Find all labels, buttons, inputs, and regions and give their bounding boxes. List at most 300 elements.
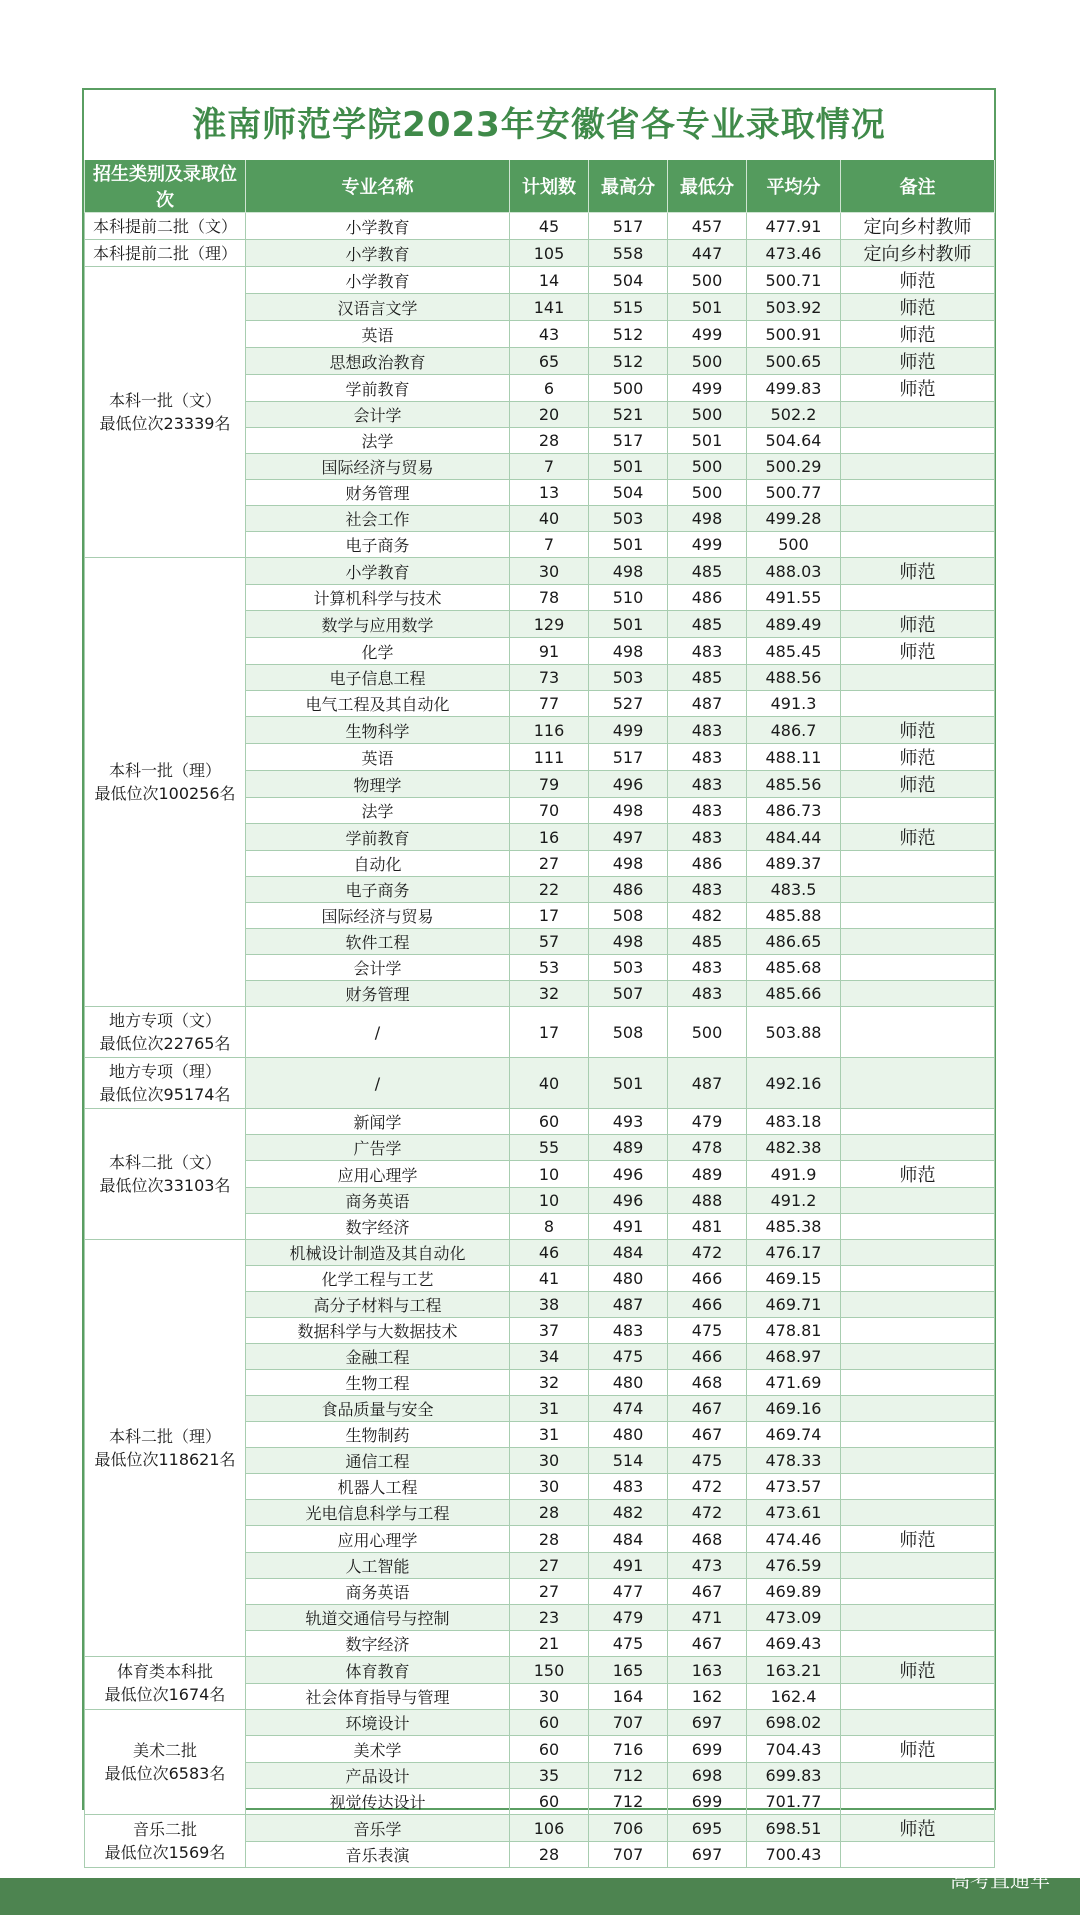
avg-cell: 476.17 bbox=[747, 1240, 841, 1266]
min-cell: 483 bbox=[668, 717, 747, 744]
admission-table-card bbox=[82, 88, 996, 1865]
category-rank: 最低位次6583名 bbox=[104, 1764, 226, 1783]
table-row bbox=[85, 267, 995, 294]
major-cell: 产品设计 bbox=[246, 1763, 510, 1789]
note-cell bbox=[841, 1109, 995, 1135]
major-cell: 光电信息科学与工程 bbox=[246, 1500, 510, 1526]
plan-cell: 28 bbox=[510, 1526, 589, 1553]
min-cell: 483 bbox=[668, 877, 747, 903]
min-cell: 697 bbox=[668, 1842, 747, 1868]
note-cell bbox=[841, 1500, 995, 1526]
min-cell: 478 bbox=[668, 1135, 747, 1161]
min-cell: 162 bbox=[668, 1684, 747, 1710]
min-cell: 487 bbox=[668, 1058, 747, 1109]
major-cell: 小学教育 bbox=[246, 267, 510, 294]
plan-cell: 23 bbox=[510, 1605, 589, 1631]
min-cell: 466 bbox=[668, 1292, 747, 1318]
avg-cell: 476.59 bbox=[747, 1553, 841, 1579]
max-cell: 558 bbox=[589, 240, 668, 267]
min-cell: 485 bbox=[668, 665, 747, 691]
avg-cell: 492.16 bbox=[747, 1058, 841, 1109]
max-cell: 483 bbox=[589, 1474, 668, 1500]
avg-cell: 474.46 bbox=[747, 1526, 841, 1553]
avg-cell: 500.65 bbox=[747, 348, 841, 375]
note-cell bbox=[841, 1553, 995, 1579]
min-cell: 486 bbox=[668, 851, 747, 877]
max-cell: 477 bbox=[589, 1579, 668, 1605]
major-cell: 软件工程 bbox=[246, 929, 510, 955]
major-cell: 商务英语 bbox=[246, 1188, 510, 1214]
note-cell bbox=[841, 1631, 995, 1657]
major-cell: 应用心理学 bbox=[246, 1161, 510, 1188]
min-cell: 699 bbox=[668, 1789, 747, 1815]
max-cell: 484 bbox=[589, 1526, 668, 1553]
min-cell: 447 bbox=[668, 240, 747, 267]
avg-cell: 473.61 bbox=[747, 1500, 841, 1526]
min-cell: 467 bbox=[668, 1631, 747, 1657]
min-cell: 472 bbox=[668, 1500, 747, 1526]
note-cell bbox=[841, 480, 995, 506]
min-cell: 500 bbox=[668, 348, 747, 375]
page-title: 淮南师范学院2023年安徽省各专业录取情况 bbox=[192, 105, 886, 145]
avg-cell: 491.3 bbox=[747, 691, 841, 717]
note-cell: 师范 bbox=[841, 717, 995, 744]
min-cell: 481 bbox=[668, 1214, 747, 1240]
plan-cell: 28 bbox=[510, 1500, 589, 1526]
major-cell: 人工智能 bbox=[246, 1553, 510, 1579]
table-header-row bbox=[85, 160, 995, 213]
max-cell: 527 bbox=[589, 691, 668, 717]
plan-cell: 111 bbox=[510, 744, 589, 771]
major-cell: 国际经济与贸易 bbox=[246, 454, 510, 480]
major-cell: 生物科学 bbox=[246, 717, 510, 744]
note-cell bbox=[841, 1058, 995, 1109]
note-cell bbox=[841, 1605, 995, 1631]
table-row bbox=[85, 1710, 995, 1736]
plan-cell: 129 bbox=[510, 611, 589, 638]
plan-cell: 17 bbox=[510, 903, 589, 929]
major-cell: 会计学 bbox=[246, 955, 510, 981]
plan-cell: 28 bbox=[510, 428, 589, 454]
plan-cell: 35 bbox=[510, 1763, 589, 1789]
avg-cell: 484.44 bbox=[747, 824, 841, 851]
min-cell: 472 bbox=[668, 1240, 747, 1266]
major-cell: 音乐学 bbox=[246, 1815, 510, 1842]
note-cell bbox=[841, 1344, 995, 1370]
major-cell: 音乐表演 bbox=[246, 1842, 510, 1868]
avg-cell: 502.2 bbox=[747, 402, 841, 428]
note-cell bbox=[841, 585, 995, 611]
max-cell: 706 bbox=[589, 1815, 668, 1842]
avg-cell: 488.03 bbox=[747, 558, 841, 585]
admission-table bbox=[84, 160, 995, 1868]
note-cell bbox=[841, 1684, 995, 1710]
major-cell: 电子商务 bbox=[246, 532, 510, 558]
avg-cell: 468.97 bbox=[747, 1344, 841, 1370]
plan-cell: 55 bbox=[510, 1135, 589, 1161]
major-cell: 广告学 bbox=[246, 1135, 510, 1161]
note-cell: 师范 bbox=[841, 638, 995, 665]
bottom-bar bbox=[0, 1878, 1080, 1915]
plan-cell: 30 bbox=[510, 1448, 589, 1474]
avg-cell: 698.51 bbox=[747, 1815, 841, 1842]
category-cell bbox=[85, 213, 246, 240]
plan-cell: 150 bbox=[510, 1657, 589, 1684]
max-cell: 486 bbox=[589, 877, 668, 903]
plan-cell: 41 bbox=[510, 1266, 589, 1292]
note-cell bbox=[841, 955, 995, 981]
max-cell: 508 bbox=[589, 903, 668, 929]
note-cell bbox=[841, 798, 995, 824]
avg-cell: 499.28 bbox=[747, 506, 841, 532]
avg-cell: 469.71 bbox=[747, 1292, 841, 1318]
header-avg: 平均分 bbox=[747, 160, 841, 213]
min-cell: 467 bbox=[668, 1579, 747, 1605]
plan-cell: 70 bbox=[510, 798, 589, 824]
plan-cell: 30 bbox=[510, 1474, 589, 1500]
table-row bbox=[85, 558, 995, 585]
major-cell: 通信工程 bbox=[246, 1448, 510, 1474]
min-cell: 457 bbox=[668, 213, 747, 240]
min-cell: 483 bbox=[668, 744, 747, 771]
min-cell: 499 bbox=[668, 375, 747, 402]
min-cell: 500 bbox=[668, 267, 747, 294]
avg-cell: 491.2 bbox=[747, 1188, 841, 1214]
max-cell: 517 bbox=[589, 744, 668, 771]
category-rank: 最低位次1569名 bbox=[104, 1843, 226, 1862]
note-cell bbox=[841, 665, 995, 691]
min-cell: 488 bbox=[668, 1188, 747, 1214]
plan-cell: 27 bbox=[510, 1579, 589, 1605]
avg-cell: 485.38 bbox=[747, 1214, 841, 1240]
category-cell bbox=[85, 1109, 246, 1240]
note-cell: 师范 bbox=[841, 294, 995, 321]
major-cell: 电子信息工程 bbox=[246, 665, 510, 691]
max-cell: 482 bbox=[589, 1500, 668, 1526]
plan-cell: 14 bbox=[510, 267, 589, 294]
major-cell: 机器人工程 bbox=[246, 1474, 510, 1500]
max-cell: 501 bbox=[589, 532, 668, 558]
max-cell: 487 bbox=[589, 1292, 668, 1318]
avg-cell: 485.56 bbox=[747, 771, 841, 798]
min-cell: 498 bbox=[668, 506, 747, 532]
max-cell: 493 bbox=[589, 1109, 668, 1135]
category-name: 本科二批（理） bbox=[108, 1427, 221, 1446]
min-cell: 466 bbox=[668, 1266, 747, 1292]
min-cell: 475 bbox=[668, 1318, 747, 1344]
note-cell: 师范 bbox=[841, 321, 995, 348]
min-cell: 487 bbox=[668, 691, 747, 717]
max-cell: 484 bbox=[589, 1240, 668, 1266]
note-cell bbox=[841, 1266, 995, 1292]
max-cell: 517 bbox=[589, 213, 668, 240]
max-cell: 712 bbox=[589, 1763, 668, 1789]
note-cell bbox=[841, 1789, 995, 1815]
plan-cell: 37 bbox=[510, 1318, 589, 1344]
plan-cell: 30 bbox=[510, 558, 589, 585]
avg-cell: 483.5 bbox=[747, 877, 841, 903]
plan-cell: 27 bbox=[510, 1553, 589, 1579]
category-cell bbox=[85, 1007, 246, 1058]
avg-cell: 488.11 bbox=[747, 744, 841, 771]
max-cell: 475 bbox=[589, 1631, 668, 1657]
major-cell: 法学 bbox=[246, 428, 510, 454]
category-name: 本科提前二批（理） bbox=[92, 243, 237, 263]
plan-cell: 13 bbox=[510, 480, 589, 506]
plan-cell: 31 bbox=[510, 1396, 589, 1422]
max-cell: 498 bbox=[589, 558, 668, 585]
major-cell: 数据科学与大数据技术 bbox=[246, 1318, 510, 1344]
avg-cell: 491.55 bbox=[747, 585, 841, 611]
plan-cell: 34 bbox=[510, 1344, 589, 1370]
avg-cell: 485.88 bbox=[747, 903, 841, 929]
note-cell bbox=[841, 929, 995, 955]
major-cell: 数字经济 bbox=[246, 1214, 510, 1240]
note-cell bbox=[841, 454, 995, 480]
max-cell: 515 bbox=[589, 294, 668, 321]
avg-cell: 504.64 bbox=[747, 428, 841, 454]
plan-cell: 38 bbox=[510, 1292, 589, 1318]
max-cell: 504 bbox=[589, 480, 668, 506]
plan-cell: 32 bbox=[510, 1370, 589, 1396]
note-cell bbox=[841, 1579, 995, 1605]
plan-cell: 22 bbox=[510, 877, 589, 903]
major-cell: 应用心理学 bbox=[246, 1526, 510, 1553]
major-cell: / bbox=[246, 1058, 510, 1109]
category-name: 本科一批（理） bbox=[108, 761, 221, 780]
note-cell bbox=[841, 1422, 995, 1448]
min-cell: 483 bbox=[668, 824, 747, 851]
note-cell bbox=[841, 1135, 995, 1161]
note-cell: 师范 bbox=[841, 348, 995, 375]
table-row bbox=[85, 213, 995, 240]
note-cell: 师范 bbox=[841, 824, 995, 851]
min-cell: 466 bbox=[668, 1344, 747, 1370]
note-cell bbox=[841, 506, 995, 532]
table-row bbox=[85, 1109, 995, 1135]
major-cell: 电气工程及其自动化 bbox=[246, 691, 510, 717]
max-cell: 496 bbox=[589, 1188, 668, 1214]
category-rank: 最低位次23339名 bbox=[99, 414, 231, 433]
header-category: 招生类别及录取位次 bbox=[85, 160, 246, 213]
major-cell: 思想政治教育 bbox=[246, 348, 510, 375]
category-rank: 最低位次100256名 bbox=[94, 784, 236, 803]
note-cell bbox=[841, 1240, 995, 1266]
max-cell: 164 bbox=[589, 1684, 668, 1710]
max-cell: 474 bbox=[589, 1396, 668, 1422]
category-cell bbox=[85, 1710, 246, 1815]
major-cell: 英语 bbox=[246, 321, 510, 348]
plan-cell: 57 bbox=[510, 929, 589, 955]
max-cell: 165 bbox=[589, 1657, 668, 1684]
min-cell: 479 bbox=[668, 1109, 747, 1135]
watermark: 高考直通车 bbox=[950, 1868, 1050, 1892]
min-cell: 489 bbox=[668, 1161, 747, 1188]
avg-cell: 473.57 bbox=[747, 1474, 841, 1500]
avg-cell: 699.83 bbox=[747, 1763, 841, 1789]
avg-cell: 500 bbox=[747, 532, 841, 558]
avg-cell: 473.09 bbox=[747, 1605, 841, 1631]
avg-cell: 478.81 bbox=[747, 1318, 841, 1344]
min-cell: 483 bbox=[668, 771, 747, 798]
major-cell: 数学与应用数学 bbox=[246, 611, 510, 638]
major-cell: 会计学 bbox=[246, 402, 510, 428]
min-cell: 500 bbox=[668, 402, 747, 428]
note-cell bbox=[841, 1007, 995, 1058]
max-cell: 507 bbox=[589, 981, 668, 1007]
min-cell: 468 bbox=[668, 1370, 747, 1396]
plan-cell: 21 bbox=[510, 1631, 589, 1657]
note-cell: 师范 bbox=[841, 267, 995, 294]
category-name: 本科二批（文） bbox=[108, 1153, 221, 1172]
major-cell: 生物制药 bbox=[246, 1422, 510, 1448]
plan-cell: 16 bbox=[510, 824, 589, 851]
avg-cell: 491.9 bbox=[747, 1161, 841, 1188]
min-cell: 698 bbox=[668, 1763, 747, 1789]
min-cell: 485 bbox=[668, 929, 747, 955]
category-cell bbox=[85, 267, 246, 558]
avg-cell: 163.21 bbox=[747, 1657, 841, 1684]
note-cell: 师范 bbox=[841, 611, 995, 638]
max-cell: 498 bbox=[589, 638, 668, 665]
category-rank: 最低位次1674名 bbox=[104, 1685, 226, 1704]
note-cell bbox=[841, 981, 995, 1007]
avg-cell: 469.89 bbox=[747, 1579, 841, 1605]
note-cell bbox=[841, 428, 995, 454]
note-cell bbox=[841, 1370, 995, 1396]
min-cell: 482 bbox=[668, 903, 747, 929]
major-cell: 环境设计 bbox=[246, 1710, 510, 1736]
max-cell: 501 bbox=[589, 611, 668, 638]
major-cell: 食品质量与安全 bbox=[246, 1396, 510, 1422]
min-cell: 467 bbox=[668, 1422, 747, 1448]
major-cell: 小学教育 bbox=[246, 213, 510, 240]
plan-cell: 31 bbox=[510, 1422, 589, 1448]
major-cell: 化学 bbox=[246, 638, 510, 665]
note-cell bbox=[841, 1292, 995, 1318]
header-max: 最高分 bbox=[589, 160, 668, 213]
category-cell bbox=[85, 240, 246, 267]
category-cell bbox=[85, 1058, 246, 1109]
note-cell: 师范 bbox=[841, 1526, 995, 1553]
avg-cell: 469.15 bbox=[747, 1266, 841, 1292]
table-row bbox=[85, 1657, 995, 1684]
plan-cell: 116 bbox=[510, 717, 589, 744]
avg-cell: 477.91 bbox=[747, 213, 841, 240]
max-cell: 501 bbox=[589, 1058, 668, 1109]
max-cell: 503 bbox=[589, 665, 668, 691]
plan-cell: 60 bbox=[510, 1710, 589, 1736]
note-cell bbox=[841, 903, 995, 929]
avg-cell: 500.91 bbox=[747, 321, 841, 348]
plan-cell: 105 bbox=[510, 240, 589, 267]
min-cell: 483 bbox=[668, 955, 747, 981]
max-cell: 491 bbox=[589, 1214, 668, 1240]
plan-cell: 79 bbox=[510, 771, 589, 798]
major-cell: / bbox=[246, 1007, 510, 1058]
max-cell: 489 bbox=[589, 1135, 668, 1161]
table-row bbox=[85, 1058, 995, 1109]
min-cell: 695 bbox=[668, 1815, 747, 1842]
table-body bbox=[85, 213, 995, 1868]
note-cell: 师范 bbox=[841, 744, 995, 771]
note-cell: 师范 bbox=[841, 1736, 995, 1763]
max-cell: 498 bbox=[589, 798, 668, 824]
note-cell: 定向乡村教师 bbox=[841, 240, 995, 267]
note-cell bbox=[841, 1763, 995, 1789]
category-rank: 最低位次22765名 bbox=[99, 1034, 231, 1053]
major-cell: 体育教育 bbox=[246, 1657, 510, 1684]
major-cell: 视觉传达设计 bbox=[246, 1789, 510, 1815]
min-cell: 483 bbox=[668, 981, 747, 1007]
avg-cell: 473.46 bbox=[747, 240, 841, 267]
plan-cell: 65 bbox=[510, 348, 589, 375]
major-cell: 高分子材料与工程 bbox=[246, 1292, 510, 1318]
note-cell bbox=[841, 877, 995, 903]
avg-cell: 162.4 bbox=[747, 1684, 841, 1710]
min-cell: 485 bbox=[668, 611, 747, 638]
max-cell: 501 bbox=[589, 454, 668, 480]
major-cell: 学前教育 bbox=[246, 824, 510, 851]
plan-cell: 40 bbox=[510, 506, 589, 532]
note-cell bbox=[841, 1448, 995, 1474]
plan-cell: 10 bbox=[510, 1161, 589, 1188]
avg-cell: 469.43 bbox=[747, 1631, 841, 1657]
avg-cell: 499.83 bbox=[747, 375, 841, 402]
min-cell: 699 bbox=[668, 1736, 747, 1763]
max-cell: 504 bbox=[589, 267, 668, 294]
avg-cell: 700.43 bbox=[747, 1842, 841, 1868]
category-name: 地方专项（理） bbox=[108, 1062, 221, 1081]
avg-cell: 469.74 bbox=[747, 1422, 841, 1448]
max-cell: 496 bbox=[589, 771, 668, 798]
table-row bbox=[85, 240, 995, 267]
max-cell: 483 bbox=[589, 1318, 668, 1344]
category-rank: 最低位次95174名 bbox=[99, 1085, 231, 1104]
category-name: 本科一批（文） bbox=[108, 391, 221, 410]
note-cell: 定向乡村教师 bbox=[841, 213, 995, 240]
max-cell: 491 bbox=[589, 1553, 668, 1579]
major-cell: 社会体育指导与管理 bbox=[246, 1684, 510, 1710]
major-cell: 社会工作 bbox=[246, 506, 510, 532]
max-cell: 521 bbox=[589, 402, 668, 428]
avg-cell: 486.73 bbox=[747, 798, 841, 824]
major-cell: 计算机科学与技术 bbox=[246, 585, 510, 611]
avg-cell: 469.16 bbox=[747, 1396, 841, 1422]
max-cell: 512 bbox=[589, 348, 668, 375]
avg-cell: 482.38 bbox=[747, 1135, 841, 1161]
note-cell bbox=[841, 402, 995, 428]
note-cell bbox=[841, 691, 995, 717]
category-name: 美术二批 bbox=[132, 1741, 197, 1760]
plan-cell: 46 bbox=[510, 1240, 589, 1266]
avg-cell: 500.77 bbox=[747, 480, 841, 506]
plan-cell: 53 bbox=[510, 955, 589, 981]
category-rank: 最低位次118621名 bbox=[94, 1450, 236, 1469]
note-cell bbox=[841, 1396, 995, 1422]
min-cell: 163 bbox=[668, 1657, 747, 1684]
min-cell: 500 bbox=[668, 454, 747, 480]
major-cell: 财务管理 bbox=[246, 480, 510, 506]
max-cell: 497 bbox=[589, 824, 668, 851]
avg-cell: 485.45 bbox=[747, 638, 841, 665]
max-cell: 707 bbox=[589, 1842, 668, 1868]
category-cell bbox=[85, 1240, 246, 1657]
plan-cell: 40 bbox=[510, 1058, 589, 1109]
header-plan: 计划数 bbox=[510, 160, 589, 213]
max-cell: 514 bbox=[589, 1448, 668, 1474]
avg-cell: 471.69 bbox=[747, 1370, 841, 1396]
